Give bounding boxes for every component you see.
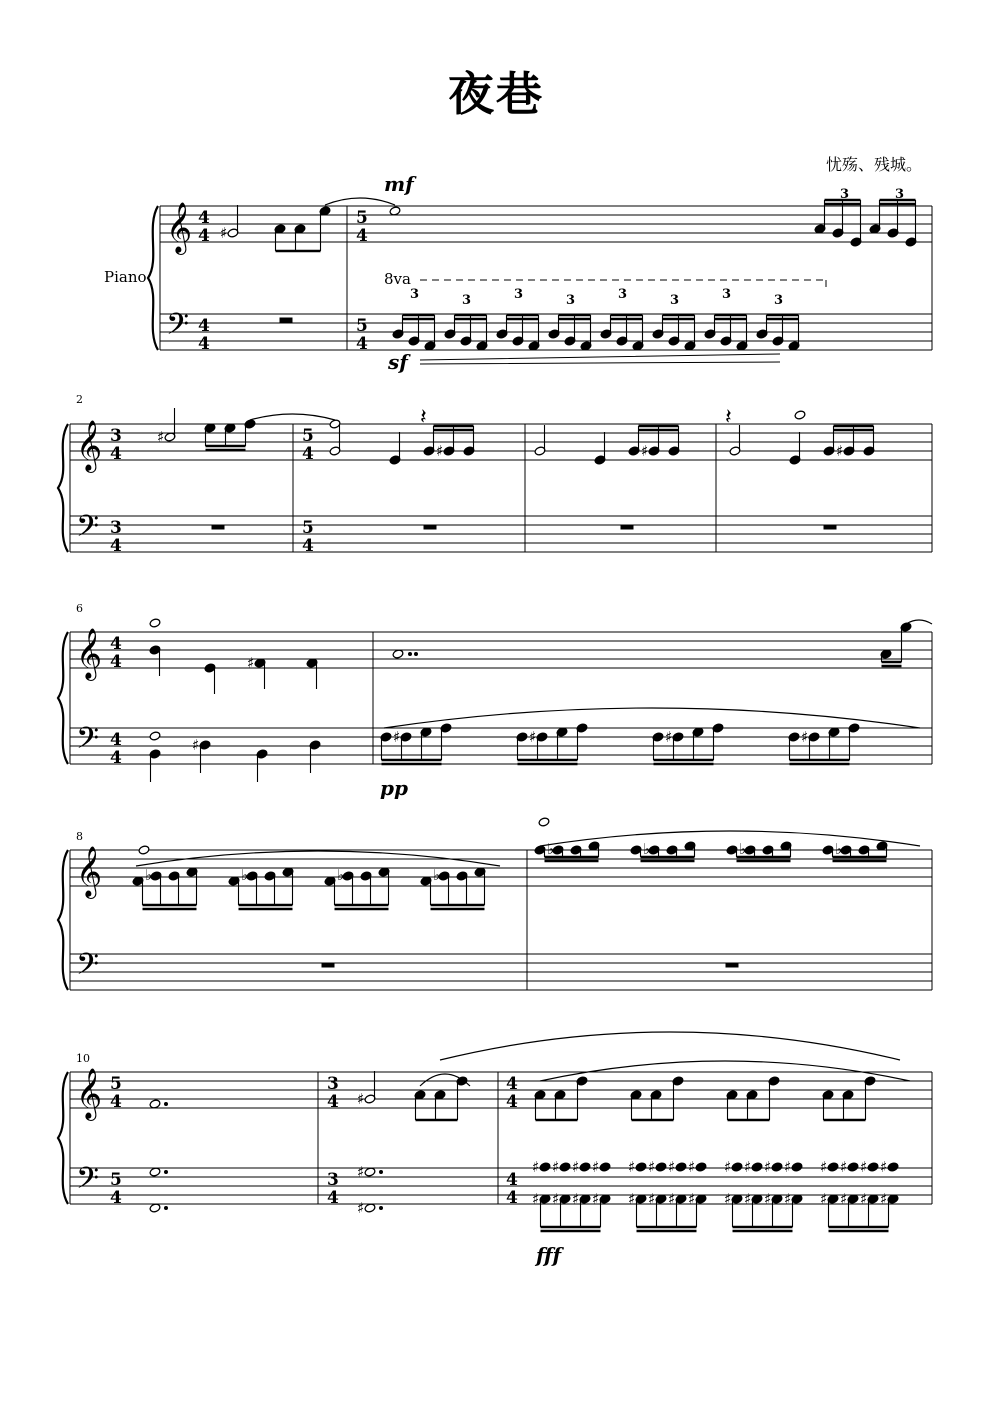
sharp-icon: ♯ — [648, 1190, 656, 1208]
dynamic-mf: mf — [384, 172, 414, 196]
sharp-icon: ♯ — [724, 1158, 732, 1176]
time-signature-numerator: 4 — [110, 730, 122, 750]
bass-clef-icon: 𝄢 — [166, 308, 190, 349]
flat-icon: ♭ — [643, 840, 651, 858]
time-signature-denominator: 4 — [110, 652, 122, 672]
time-signature-numerator: 3 — [327, 1074, 339, 1094]
tuplet-number: 3 — [895, 187, 905, 202]
note-head — [539, 1162, 551, 1172]
time-signature-denominator: 4 — [327, 1188, 339, 1208]
dynamic-fff: fff — [536, 1243, 562, 1267]
dot — [409, 653, 412, 656]
sharp-icon: ♯ — [532, 1158, 540, 1176]
sharp-icon: ♯ — [840, 1158, 848, 1176]
note-head — [731, 1162, 743, 1172]
sharp-icon: ♯ — [436, 442, 444, 460]
sharp-icon: ♯ — [357, 1199, 365, 1217]
tuplet-number: 3 — [774, 293, 784, 308]
measure-number: 10 — [76, 1052, 90, 1065]
tuplet-number: 3 — [410, 287, 420, 302]
bass-clef-icon: 𝄢 — [76, 722, 100, 763]
sharp-icon: ♯ — [724, 1190, 732, 1208]
sharp-icon: ♯ — [592, 1158, 600, 1176]
sharp-icon: ♯ — [860, 1190, 868, 1208]
slur — [440, 1032, 900, 1060]
dynamic-pp: pp — [380, 776, 408, 800]
time-signature-numerator: 4 — [506, 1170, 518, 1190]
composer: 忧殇、残城。 — [825, 155, 922, 174]
time-signature-denominator: 4 — [110, 748, 122, 768]
flat-icon: ♭ — [337, 866, 345, 884]
sharp-icon: ♯ — [357, 1163, 365, 1181]
measure-number: 6 — [76, 602, 83, 615]
slur — [540, 1061, 910, 1081]
crescendo-hairpin — [420, 354, 780, 364]
time-signature-numerator: 3 — [110, 518, 122, 538]
sharp-icon: ♯ — [668, 1158, 676, 1176]
sharp-icon: ♯ — [357, 1090, 365, 1108]
flat-icon: ♭ — [433, 866, 441, 884]
note-head — [138, 845, 150, 855]
time-signature-denominator: 4 — [110, 1092, 122, 1112]
bass-clef-icon: 𝄢 — [76, 510, 100, 551]
sharp-icon: ♯ — [220, 224, 228, 242]
dot — [165, 1207, 168, 1210]
rest — [824, 525, 836, 529]
slur — [384, 708, 920, 728]
time-signature-denominator: 4 — [302, 536, 314, 556]
time-signature-denominator: 4 — [198, 226, 210, 246]
time-signature-numerator: 5 — [356, 316, 368, 336]
time-signature-numerator: 3 — [110, 426, 122, 446]
note-head — [791, 1162, 803, 1172]
sharp-icon: ♯ — [764, 1190, 772, 1208]
time-signature-denominator: 4 — [327, 1092, 339, 1112]
sharp-icon: ♯ — [552, 1190, 560, 1208]
note-head — [887, 1162, 899, 1172]
note-head — [635, 1162, 647, 1172]
sharp-icon: ♯ — [688, 1190, 696, 1208]
quarter-rest-icon: 𝄽 — [725, 405, 732, 430]
flat-icon: ♭ — [145, 866, 153, 884]
sharp-icon: ♯ — [628, 1190, 636, 1208]
treble-clef-icon: 𝄞 — [76, 420, 103, 471]
time-signature-numerator: 4 — [198, 316, 210, 336]
rest — [621, 525, 633, 529]
sharp-icon: ♯ — [880, 1190, 888, 1208]
note-head — [827, 1162, 839, 1172]
rest — [212, 525, 224, 529]
time-signature-denominator: 4 — [356, 226, 368, 246]
rest — [280, 318, 292, 322]
treble-clef-icon: 𝄞 — [76, 628, 103, 679]
note-head — [771, 1162, 783, 1172]
sharp-icon: ♯ — [641, 442, 649, 460]
sharp-icon: ♯ — [784, 1158, 792, 1176]
dot — [165, 1103, 168, 1106]
sharp-icon: ♯ — [764, 1158, 772, 1176]
sharp-icon: ♯ — [532, 1190, 540, 1208]
rest — [322, 963, 334, 967]
dot — [380, 1207, 383, 1210]
note-head — [149, 618, 161, 628]
tuplet-number: 3 — [462, 293, 472, 308]
note-head — [538, 817, 550, 827]
tuplet-number: 3 — [670, 293, 680, 308]
sharp-icon: ♯ — [572, 1190, 580, 1208]
system-brace — [58, 424, 68, 552]
sharp-icon: ♯ — [552, 1158, 560, 1176]
time-signature-denominator: 4 — [506, 1092, 518, 1112]
treble-clef-icon: 𝄞 — [166, 202, 193, 253]
measure-number: 2 — [76, 393, 83, 406]
note-head — [149, 731, 161, 741]
sharp-icon: ♯ — [860, 1158, 868, 1176]
note-head — [559, 1162, 571, 1172]
sharp-icon: ♯ — [820, 1190, 828, 1208]
dot — [415, 653, 418, 656]
sharp-icon: ♯ — [880, 1158, 888, 1176]
score-title: 夜巷 — [448, 67, 544, 121]
time-signature-numerator: 4 — [198, 208, 210, 228]
dynamic-sf: sf — [388, 350, 408, 374]
note-head — [794, 410, 806, 420]
note-head — [867, 1162, 879, 1172]
system-brace — [58, 632, 68, 764]
measure-number: 8 — [76, 830, 83, 843]
sharp-icon: ♯ — [744, 1190, 752, 1208]
tuplet-number: 3 — [514, 287, 524, 302]
rest — [424, 525, 436, 529]
time-signature-numerator: 3 — [327, 1170, 339, 1190]
time-signature-numerator: 5 — [110, 1074, 122, 1094]
time-signature-denominator: 4 — [356, 334, 368, 354]
sharp-icon: ♯ — [393, 728, 401, 746]
sharp-icon: ♯ — [628, 1158, 636, 1176]
time-signature-denominator: 4 — [198, 334, 210, 354]
sharp-icon: ♯ — [572, 1158, 580, 1176]
system-brace — [58, 850, 68, 990]
sharp-icon: ♯ — [529, 728, 537, 746]
note-head — [675, 1162, 687, 1172]
bass-clef-icon: 𝄢 — [76, 1162, 100, 1203]
time-signature-denominator: 4 — [302, 444, 314, 464]
rest — [726, 963, 738, 967]
time-signature-numerator: 4 — [110, 634, 122, 654]
sharp-icon: ♯ — [744, 1158, 752, 1176]
tuplet-number: 3 — [566, 293, 576, 308]
treble-clef-icon: 𝄞 — [76, 846, 103, 897]
quarter-rest-icon: 𝄽 — [420, 405, 427, 430]
sharp-icon: ♯ — [665, 728, 673, 746]
note-head — [655, 1162, 667, 1172]
time-signature-denominator: 4 — [110, 536, 122, 556]
note-head — [599, 1162, 611, 1172]
tuplet-number: 3 — [618, 287, 628, 302]
note-head — [847, 1162, 859, 1172]
note-head — [579, 1162, 591, 1172]
time-signature-numerator: 5 — [302, 518, 314, 538]
slur — [250, 414, 335, 420]
time-signature-numerator: 4 — [506, 1074, 518, 1094]
flat-icon: ♭ — [547, 840, 555, 858]
time-signature-denominator: 4 — [506, 1188, 518, 1208]
note-head — [751, 1162, 763, 1172]
tuplet-number: 3 — [840, 187, 850, 202]
dot — [380, 1171, 383, 1174]
time-signature-numerator: 5 — [110, 1170, 122, 1190]
sharp-icon: ♯ — [668, 1190, 676, 1208]
ottava-mark: 8va — [384, 270, 411, 288]
instrument-name: Piano — [104, 268, 147, 286]
sharp-icon: ♯ — [592, 1190, 600, 1208]
flat-icon: ♭ — [739, 840, 747, 858]
sharp-icon: ♯ — [688, 1158, 696, 1176]
sharp-icon: ♯ — [192, 736, 200, 754]
sharp-icon: ♯ — [247, 654, 255, 672]
time-signature-denominator: 4 — [110, 1188, 122, 1208]
time-signature-numerator: 5 — [356, 208, 368, 228]
note-head — [695, 1162, 707, 1172]
sharp-icon: ♯ — [801, 728, 809, 746]
sharp-icon: ♯ — [648, 1158, 656, 1176]
flat-icon: ♭ — [241, 866, 249, 884]
flat-icon: ♭ — [835, 840, 843, 858]
system-brace — [58, 1072, 68, 1204]
treble-clef-icon: 𝄞 — [76, 1068, 103, 1119]
dot — [165, 1171, 168, 1174]
time-signature-denominator: 4 — [110, 444, 122, 464]
slur — [325, 198, 395, 205]
system-brace — [148, 206, 158, 350]
sharp-icon: ♯ — [157, 428, 165, 446]
sharp-icon: ♯ — [840, 1190, 848, 1208]
tuplet-number: 3 — [722, 287, 732, 302]
bass-clef-icon: 𝄢 — [76, 948, 100, 989]
sharp-icon: ♯ — [820, 1158, 828, 1176]
sharp-icon: ♯ — [836, 442, 844, 460]
time-signature-numerator: 5 — [302, 426, 314, 446]
sharp-icon: ♯ — [784, 1190, 792, 1208]
